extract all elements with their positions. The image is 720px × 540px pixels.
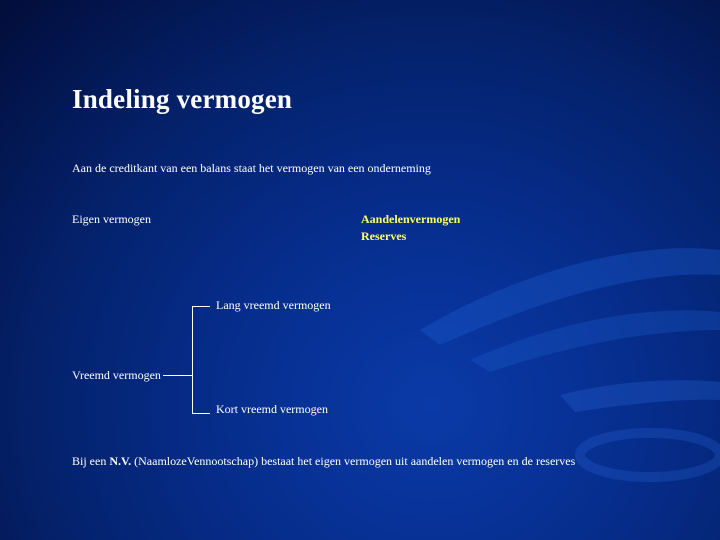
footer-rest: (NaamlozeVennootschap) bestaat het eigen vermogen uit aandelen vermogen en de reserves	[131, 454, 576, 468]
aandelenvermogen-label: Aandelenvermogen	[361, 212, 461, 226]
bracket-stem-line	[163, 375, 192, 376]
lang-vreemd-vermogen-label: Lang vreemd vermogen	[216, 298, 331, 312]
reserves-label: Reserves	[361, 229, 407, 243]
bracket-bottom-line	[192, 413, 210, 414]
bracket-top-line	[192, 306, 210, 307]
kort-vreemd-vermogen-label: Kort vreemd vermogen	[216, 402, 328, 416]
page-title: Indeling vermogen	[72, 84, 293, 114]
vreemd-vermogen-label: Vreemd vermogen	[72, 368, 161, 382]
intro-text: Aan de creditkant van een balans staat het vermogen van een onderneming	[72, 161, 431, 175]
footer-text	[72, 454, 575, 469]
eigen-vermogen-label: Eigen vermogen	[72, 212, 151, 226]
bracket-vertical-line	[192, 306, 193, 414]
footer-nv: N.V.	[109, 454, 132, 468]
footer-prefix: Bij een	[72, 454, 110, 468]
